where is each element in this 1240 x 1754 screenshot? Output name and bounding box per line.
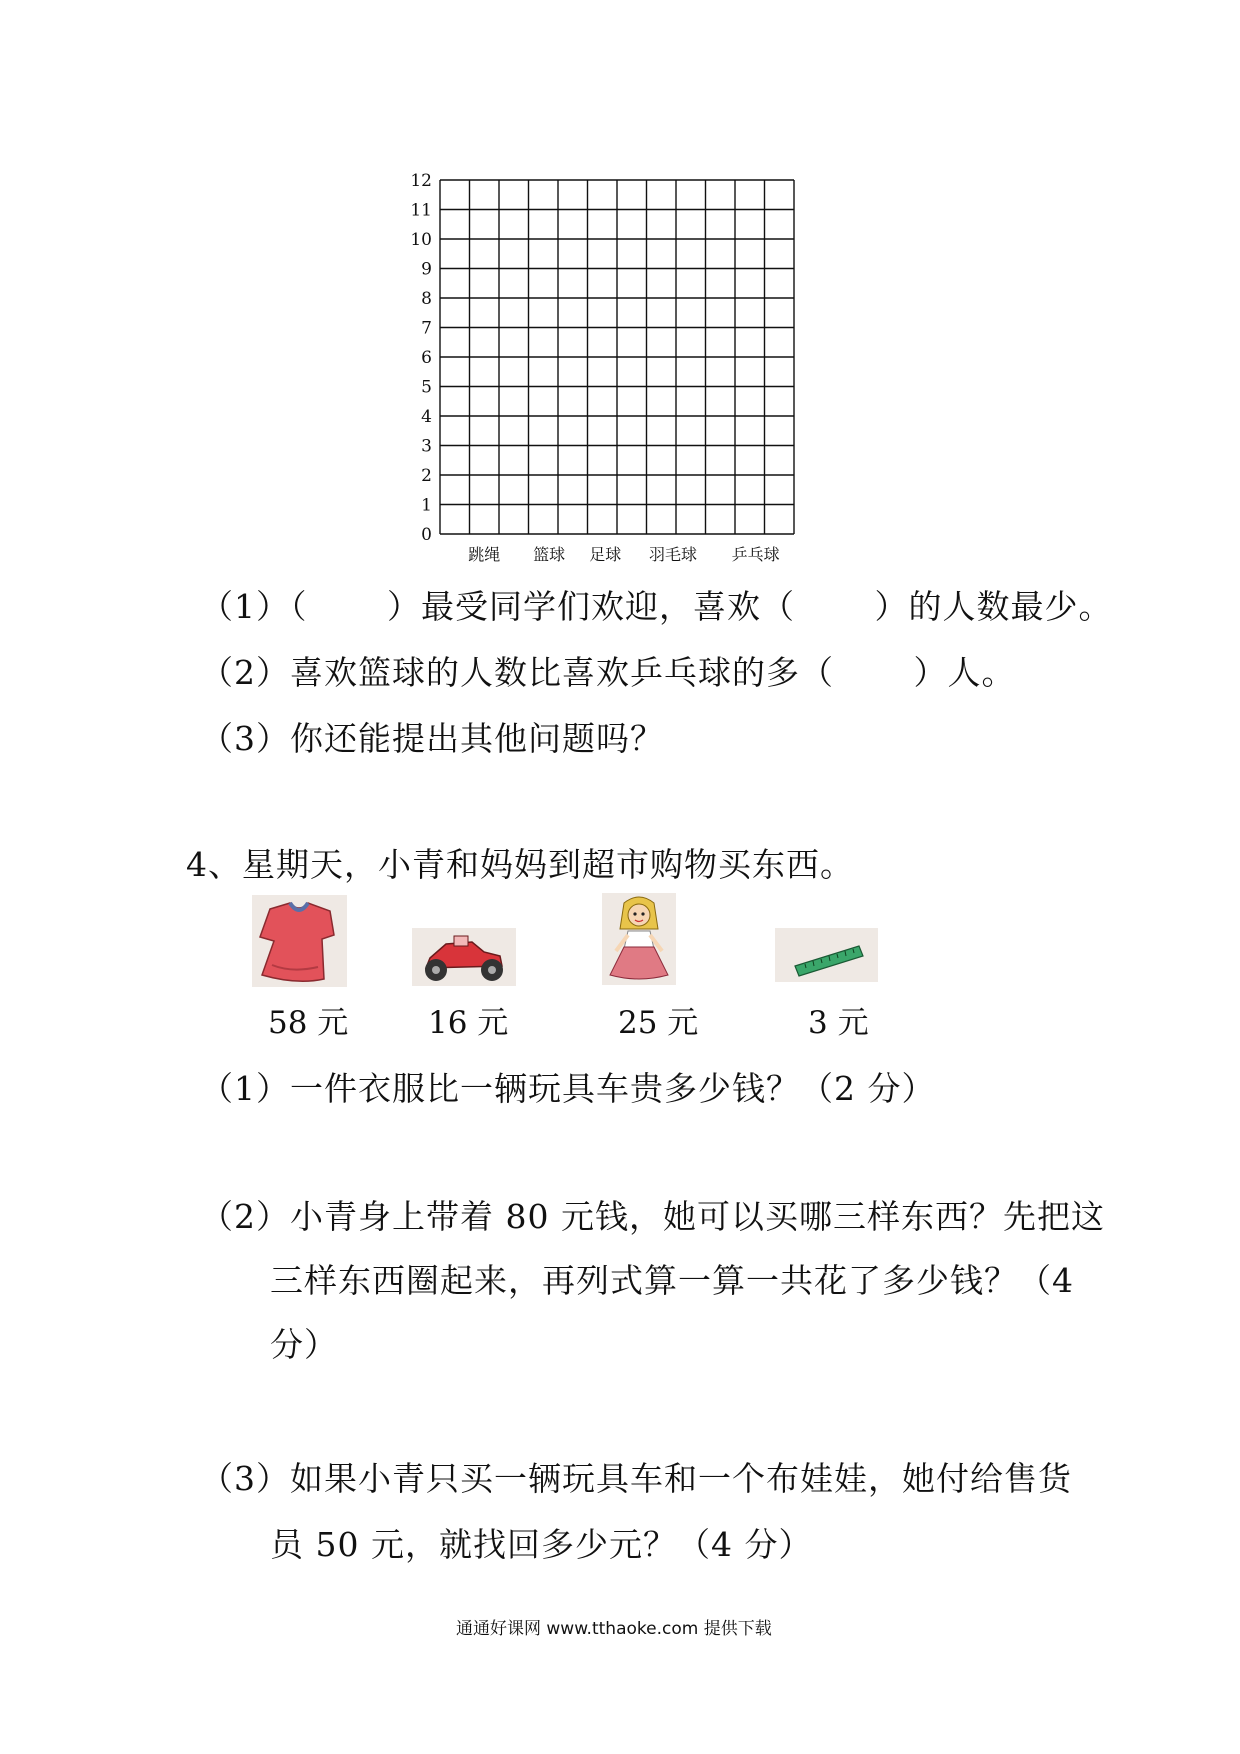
bar-chart	[360, 160, 820, 570]
y-tick-label: 3	[421, 436, 432, 457]
toy-car-price: 16 元	[428, 1005, 509, 1041]
y-tick-label: 6	[421, 348, 432, 368]
question-3-1: （1）（ ）最受同学们欢迎，喜欢（ ）的人数最少。	[200, 587, 1113, 626]
question-3-2: （2）喜欢篮球的人数比喜欢乒乓球的多（ ）人。	[200, 653, 1016, 692]
x-category-label: 足球	[589, 545, 622, 564]
toy-car-image	[412, 928, 516, 986]
question-4-2-line2: 三样东西圈起来，再列式算一算一共花了多少钱？（4	[270, 1261, 1074, 1300]
question-4-2-line3: 分）	[270, 1325, 338, 1364]
y-tick-label: 11	[410, 200, 432, 221]
y-tick-label: 12	[410, 171, 432, 191]
y-tick-label: 1	[421, 495, 432, 516]
ruler-price: 3 元	[808, 1005, 869, 1041]
footer-source: 通通好课网 www.tthaoke.com 提供下载	[456, 1619, 772, 1639]
shirt-image	[252, 895, 347, 987]
y-tick-label: 10	[410, 230, 432, 250]
question-4-1: （1）一件衣服比一辆玩具车贵多少钱？（2 分）	[200, 1069, 936, 1108]
y-tick-label: 0	[421, 525, 432, 545]
x-category-label: 羽毛球	[649, 545, 698, 564]
y-tick-label: 7	[421, 318, 432, 339]
ruler-image	[775, 928, 878, 982]
y-tick-label: 9	[421, 259, 432, 280]
question-4-3-line1: （3）如果小青只买一辆玩具车和一个布娃娃，她付给售货	[200, 1459, 1072, 1498]
x-category-label: 乒乓球	[731, 545, 780, 564]
question-4-2-line1: （2）小青身上带着 80 元钱，她可以买哪三样东西？先把这	[200, 1197, 1105, 1236]
x-category-label: 跳绳	[468, 545, 501, 564]
y-tick-label: 2	[421, 466, 432, 486]
y-tick-label: 4	[421, 407, 432, 427]
question-4-3-line2: 员 50 元，就找回多少元？（4 分）	[270, 1525, 813, 1564]
chart-grid	[360, 160, 820, 570]
y-tick-label: 8	[421, 289, 432, 309]
doll-image	[602, 893, 676, 985]
doll-price: 25 元	[618, 1005, 699, 1041]
question-4-title: 4、星期天，小青和妈妈到超市购物买东西。	[186, 845, 854, 884]
x-category-label: 篮球	[533, 545, 566, 564]
question-3-3: （3）你还能提出其他问题吗？	[200, 719, 664, 758]
y-tick-label: 5	[421, 377, 432, 398]
shirt-price: 58 元	[268, 1005, 349, 1041]
